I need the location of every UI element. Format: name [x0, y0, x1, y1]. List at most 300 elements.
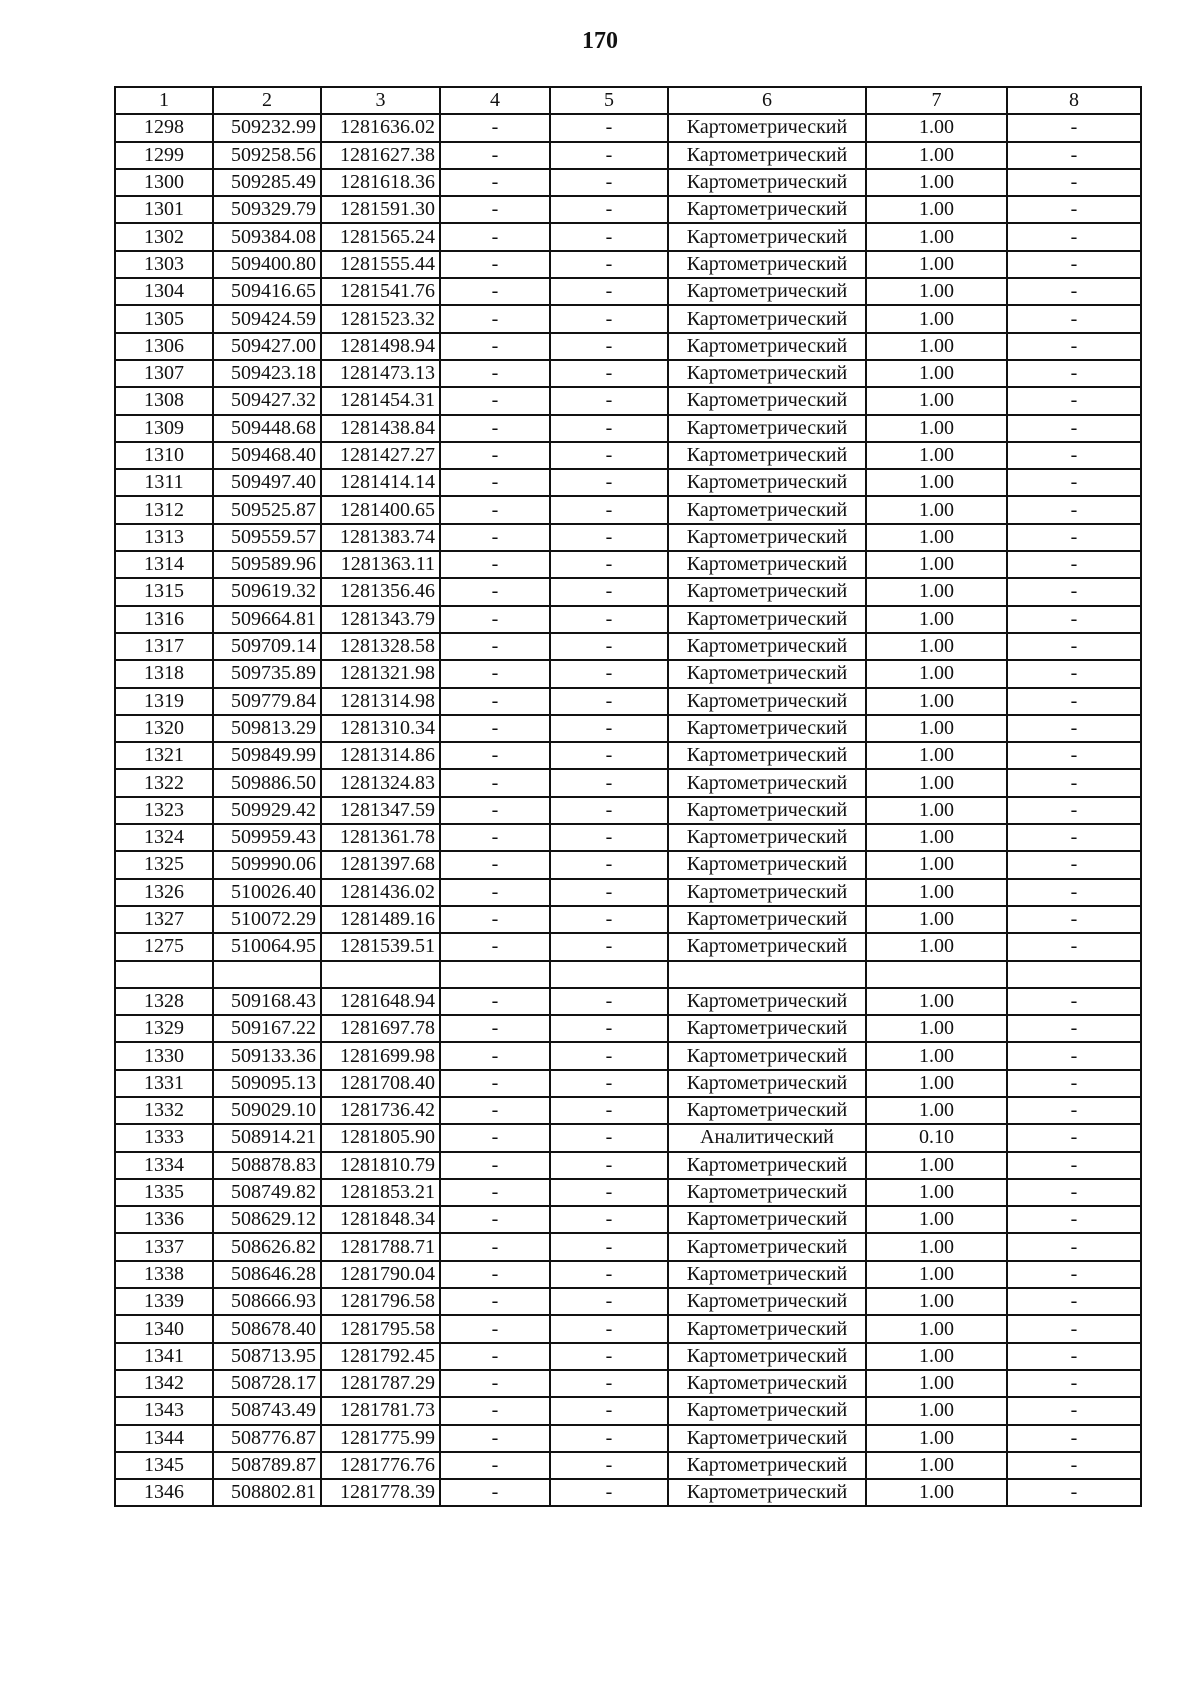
col-5-cell: -	[550, 1233, 668, 1260]
point-number-cell: 1316	[115, 606, 213, 633]
col-4-cell: -	[440, 1288, 550, 1315]
table-row	[115, 851, 1141, 878]
col-8-cell: -	[1007, 1233, 1141, 1260]
col-8-cell: -	[1007, 879, 1141, 906]
point-number-cell: 1321	[115, 742, 213, 769]
col-5-cell: -	[550, 578, 668, 605]
col-8-cell: -	[1007, 469, 1141, 496]
x-coordinate-cell: 509990.06	[213, 851, 321, 878]
point-number-cell: 1317	[115, 633, 213, 660]
accuracy-cell: 1.00	[866, 1425, 1007, 1452]
point-number-cell: 1342	[115, 1370, 213, 1397]
x-coordinate-cell: 509849.99	[213, 742, 321, 769]
table-row	[115, 223, 1141, 250]
col-4-cell: -	[440, 251, 550, 278]
x-coordinate-cell: 509168.43	[213, 988, 321, 1015]
x-coordinate-cell	[213, 961, 321, 988]
table-row	[115, 551, 1141, 578]
col-4-cell: -	[440, 1452, 550, 1479]
y-coordinate-cell: 1281414.14	[321, 469, 440, 496]
y-coordinate-cell: 1281792.45	[321, 1343, 440, 1370]
col-5-cell: -	[550, 1479, 668, 1506]
method-cell: Картометрический	[668, 797, 866, 824]
y-coordinate-cell: 1281555.44	[321, 251, 440, 278]
col-8-cell: -	[1007, 578, 1141, 605]
point-number-cell: 1343	[115, 1397, 213, 1424]
x-coordinate-cell: 509525.87	[213, 496, 321, 523]
accuracy-cell: 1.00	[866, 278, 1007, 305]
col-5-cell: -	[550, 551, 668, 578]
point-number-cell: 1345	[115, 1452, 213, 1479]
table-row	[115, 660, 1141, 687]
method-cell: Картометрический	[668, 742, 866, 769]
col-5-cell: -	[550, 660, 668, 687]
point-number-cell: 1310	[115, 442, 213, 469]
point-number-cell: 1318	[115, 660, 213, 687]
col-8-cell: -	[1007, 1070, 1141, 1097]
x-coordinate-cell: 509258.56	[213, 142, 321, 169]
method-cell: Картометрический	[668, 1370, 866, 1397]
accuracy-cell: 1.00	[866, 196, 1007, 223]
accuracy-cell: 1.00	[866, 824, 1007, 851]
x-coordinate-cell: 509664.81	[213, 606, 321, 633]
point-number-cell: 1314	[115, 551, 213, 578]
col-5-cell: -	[550, 1397, 668, 1424]
accuracy-cell: 1.00	[866, 933, 1007, 960]
x-coordinate-cell: 508878.83	[213, 1152, 321, 1179]
table-row	[115, 169, 1141, 196]
accuracy-cell: 1.00	[866, 1261, 1007, 1288]
col-8-cell: -	[1007, 496, 1141, 523]
col-8-cell: -	[1007, 1179, 1141, 1206]
y-coordinate-cell: 1281498.94	[321, 333, 440, 360]
y-coordinate-cell: 1281361.78	[321, 824, 440, 851]
col-8-cell: -	[1007, 797, 1141, 824]
col-4-cell: -	[440, 442, 550, 469]
point-number-cell: 1299	[115, 142, 213, 169]
method-cell: Картометрический	[668, 1315, 866, 1342]
y-coordinate-cell: 1281565.24	[321, 223, 440, 250]
table-row	[115, 1097, 1141, 1124]
point-number-cell: 1328	[115, 988, 213, 1015]
y-coordinate-cell: 1281776.76	[321, 1452, 440, 1479]
table-row	[115, 415, 1141, 442]
method-cell: Картометрический	[668, 1397, 866, 1424]
method-cell: Картометрический	[668, 1206, 866, 1233]
accuracy-cell: 1.00	[866, 1042, 1007, 1069]
point-number-cell: 1305	[115, 305, 213, 332]
point-number-cell: 1303	[115, 251, 213, 278]
accuracy-cell: 1.00	[866, 305, 1007, 332]
col-5-cell: -	[550, 1179, 668, 1206]
point-number-cell: 1325	[115, 851, 213, 878]
col-8-cell: -	[1007, 524, 1141, 551]
table-row	[115, 879, 1141, 906]
y-coordinate-cell: 1281321.98	[321, 660, 440, 687]
y-coordinate-cell: 1281489.16	[321, 906, 440, 933]
y-coordinate-cell: 1281848.34	[321, 1206, 440, 1233]
col-5-cell: -	[550, 114, 668, 141]
method-cell: Картометрический	[668, 387, 866, 414]
col-5-cell: -	[550, 1425, 668, 1452]
table-row	[115, 1315, 1141, 1342]
x-coordinate-cell: 509424.59	[213, 305, 321, 332]
col-4-cell: -	[440, 769, 550, 796]
point-number-cell: 1306	[115, 333, 213, 360]
x-coordinate-cell: 508743.49	[213, 1397, 321, 1424]
col-5-cell: -	[550, 1261, 668, 1288]
point-number-cell: 1301	[115, 196, 213, 223]
col-4-cell: -	[440, 688, 550, 715]
col-5-cell: -	[550, 797, 668, 824]
method-cell: Аналитический	[668, 1124, 866, 1151]
table-row	[115, 633, 1141, 660]
method-cell: Картометрический	[668, 988, 866, 1015]
point-number-cell: 1335	[115, 1179, 213, 1206]
point-number-cell: 1330	[115, 1042, 213, 1069]
column-header-5: 5	[550, 87, 668, 114]
col-8-cell: -	[1007, 1124, 1141, 1151]
col-8-cell: -	[1007, 196, 1141, 223]
col-5-cell: -	[550, 742, 668, 769]
col-5-cell: -	[550, 415, 668, 442]
table-row	[115, 1070, 1141, 1097]
col-4-cell: -	[440, 1315, 550, 1342]
y-coordinate-cell: 1281347.59	[321, 797, 440, 824]
col-5-cell: -	[550, 469, 668, 496]
col-4-cell: -	[440, 1425, 550, 1452]
col-5-cell: -	[550, 769, 668, 796]
method-cell: Картометрический	[668, 1015, 866, 1042]
col-8-cell: -	[1007, 1425, 1141, 1452]
col-8-cell: -	[1007, 933, 1141, 960]
x-coordinate-cell: 508646.28	[213, 1261, 321, 1288]
x-coordinate-cell: 509167.22	[213, 1015, 321, 1042]
col-8-cell: -	[1007, 633, 1141, 660]
col-4-cell: -	[440, 988, 550, 1015]
point-number-cell: 1315	[115, 578, 213, 605]
column-header-4: 4	[440, 87, 550, 114]
point-number-cell: 1312	[115, 496, 213, 523]
x-coordinate-cell: 509133.36	[213, 1042, 321, 1069]
col-5-cell: -	[550, 1097, 668, 1124]
table-row	[115, 1479, 1141, 1506]
point-number-cell: 1329	[115, 1015, 213, 1042]
col-8-cell: -	[1007, 169, 1141, 196]
col-5-cell: -	[550, 251, 668, 278]
method-cell: Картометрический	[668, 606, 866, 633]
col-5-cell: -	[550, 851, 668, 878]
y-coordinate-cell: 1281795.58	[321, 1315, 440, 1342]
col-8-cell: -	[1007, 1015, 1141, 1042]
table-row	[115, 196, 1141, 223]
y-coordinate-cell	[321, 961, 440, 988]
table-row	[115, 797, 1141, 824]
y-coordinate-cell: 1281781.73	[321, 1397, 440, 1424]
col-5-cell: -	[550, 1315, 668, 1342]
accuracy-cell: 1.00	[866, 578, 1007, 605]
col-5-cell: -	[550, 1206, 668, 1233]
col-5-cell: -	[550, 1042, 668, 1069]
accuracy-cell: 1.00	[866, 1206, 1007, 1233]
point-number-cell: 1302	[115, 223, 213, 250]
col-8-cell: -	[1007, 251, 1141, 278]
table-row	[115, 824, 1141, 851]
col-8-cell: -	[1007, 387, 1141, 414]
method-cell: Картометрический	[668, 169, 866, 196]
col-5-cell: -	[550, 278, 668, 305]
col-8-cell: -	[1007, 223, 1141, 250]
point-number-cell: 1339	[115, 1288, 213, 1315]
accuracy-cell: 1.00	[866, 1233, 1007, 1260]
accuracy-cell: 1.00	[866, 1343, 1007, 1370]
table-row	[115, 496, 1141, 523]
method-cell: Картометрический	[668, 824, 866, 851]
accuracy-cell	[866, 961, 1007, 988]
point-number-cell: 1340	[115, 1315, 213, 1342]
col-5-cell: -	[550, 196, 668, 223]
accuracy-cell: 1.00	[866, 769, 1007, 796]
column-header-8: 8	[1007, 87, 1141, 114]
method-cell: Картометрический	[668, 1452, 866, 1479]
y-coordinate-cell: 1281697.78	[321, 1015, 440, 1042]
table-header-row	[115, 87, 1141, 114]
x-coordinate-cell: 508776.87	[213, 1425, 321, 1452]
col-5-cell: -	[550, 906, 668, 933]
col-4-cell: -	[440, 797, 550, 824]
col-5-cell: -	[550, 387, 668, 414]
col-5-cell: -	[550, 933, 668, 960]
table-row	[115, 1015, 1141, 1042]
table-row	[115, 1425, 1141, 1452]
point-number-cell: 1300	[115, 169, 213, 196]
col-4-cell: -	[440, 469, 550, 496]
x-coordinate-cell: 509285.49	[213, 169, 321, 196]
col-8-cell: -	[1007, 769, 1141, 796]
method-cell: Картометрический	[668, 223, 866, 250]
method-cell: Картометрический	[668, 278, 866, 305]
accuracy-cell: 1.00	[866, 879, 1007, 906]
x-coordinate-cell: 509559.57	[213, 524, 321, 551]
x-coordinate-cell: 509427.00	[213, 333, 321, 360]
accuracy-cell: 1.00	[866, 333, 1007, 360]
accuracy-cell: 0.10	[866, 1124, 1007, 1151]
col-5-cell: -	[550, 988, 668, 1015]
accuracy-cell: 1.00	[866, 114, 1007, 141]
y-coordinate-cell: 1281708.40	[321, 1070, 440, 1097]
point-number-cell: 1309	[115, 415, 213, 442]
y-coordinate-cell: 1281400.65	[321, 496, 440, 523]
point-number-cell: 1338	[115, 1261, 213, 1288]
accuracy-cell: 1.00	[866, 1452, 1007, 1479]
x-coordinate-cell: 509497.40	[213, 469, 321, 496]
method-cell: Картометрический	[668, 551, 866, 578]
method-cell: Картометрический	[668, 633, 866, 660]
y-coordinate-cell: 1281591.30	[321, 196, 440, 223]
method-cell: Картометрический	[668, 1479, 866, 1506]
table-row	[115, 387, 1141, 414]
method-cell: Картометрический	[668, 333, 866, 360]
accuracy-cell: 1.00	[866, 988, 1007, 1015]
accuracy-cell: 1.00	[866, 387, 1007, 414]
table-row	[115, 1397, 1141, 1424]
point-number-cell: 1298	[115, 114, 213, 141]
col-5-cell: -	[550, 496, 668, 523]
y-coordinate-cell: 1281736.42	[321, 1097, 440, 1124]
accuracy-cell: 1.00	[866, 1479, 1007, 1506]
point-number-cell: 1327	[115, 906, 213, 933]
col-4-cell: -	[440, 933, 550, 960]
accuracy-cell: 1.00	[866, 251, 1007, 278]
point-number-cell: 1320	[115, 715, 213, 742]
table-row	[115, 961, 1141, 988]
method-cell: Картометрический	[668, 1097, 866, 1124]
col-4-cell: -	[440, 1124, 550, 1151]
col-8-cell: -	[1007, 906, 1141, 933]
x-coordinate-cell: 509929.42	[213, 797, 321, 824]
col-8-cell: -	[1007, 1152, 1141, 1179]
x-coordinate-cell: 509709.14	[213, 633, 321, 660]
x-coordinate-cell: 509959.43	[213, 824, 321, 851]
method-cell: Картометрический	[668, 688, 866, 715]
method-cell: Картометрический	[668, 715, 866, 742]
col-4-cell: -	[440, 1479, 550, 1506]
table-row	[115, 1288, 1141, 1315]
accuracy-cell: 1.00	[866, 524, 1007, 551]
col-5-cell	[550, 961, 668, 988]
point-number-cell: 1308	[115, 387, 213, 414]
x-coordinate-cell: 509468.40	[213, 442, 321, 469]
method-cell: Картометрический	[668, 524, 866, 551]
accuracy-cell: 1.00	[866, 360, 1007, 387]
method-cell: Картометрический	[668, 933, 866, 960]
x-coordinate-cell: 508629.12	[213, 1206, 321, 1233]
accuracy-cell: 1.00	[866, 715, 1007, 742]
table-row	[115, 1042, 1141, 1069]
col-4-cell: -	[440, 879, 550, 906]
point-number-cell: 1331	[115, 1070, 213, 1097]
table-row	[115, 742, 1141, 769]
col-8-cell: -	[1007, 333, 1141, 360]
point-number-cell: 1304	[115, 278, 213, 305]
point-number-cell: 1313	[115, 524, 213, 551]
y-coordinate-cell: 1281314.98	[321, 688, 440, 715]
x-coordinate-cell: 509619.32	[213, 578, 321, 605]
y-coordinate-cell: 1281454.31	[321, 387, 440, 414]
accuracy-cell: 1.00	[866, 442, 1007, 469]
col-5-cell: -	[550, 142, 668, 169]
col-5-cell: -	[550, 1070, 668, 1097]
point-number-cell: 1333	[115, 1124, 213, 1151]
col-4-cell: -	[440, 1042, 550, 1069]
point-number-cell: 1334	[115, 1152, 213, 1179]
col-5-cell: -	[550, 879, 668, 906]
y-coordinate-cell: 1281310.34	[321, 715, 440, 742]
table-row	[115, 142, 1141, 169]
method-cell: Картометрический	[668, 879, 866, 906]
table-row	[115, 769, 1141, 796]
x-coordinate-cell: 509813.29	[213, 715, 321, 742]
column-header-7: 7	[866, 87, 1007, 114]
x-coordinate-cell: 510072.29	[213, 906, 321, 933]
accuracy-cell: 1.00	[866, 906, 1007, 933]
method-cell: Картометрический	[668, 1288, 866, 1315]
point-number-cell: 1344	[115, 1425, 213, 1452]
col-4-cell: -	[440, 578, 550, 605]
x-coordinate-cell: 508749.82	[213, 1179, 321, 1206]
col-8-cell: -	[1007, 1315, 1141, 1342]
method-cell: Картометрический	[668, 305, 866, 332]
accuracy-cell: 1.00	[866, 851, 1007, 878]
col-4-cell: -	[440, 1206, 550, 1233]
coordinates-table	[114, 86, 1142, 1507]
table-row	[115, 1206, 1141, 1233]
col-5-cell: -	[550, 524, 668, 551]
method-cell: Картометрический	[668, 469, 866, 496]
y-coordinate-cell: 1281796.58	[321, 1288, 440, 1315]
table-row	[115, 1152, 1141, 1179]
point-number-cell	[115, 961, 213, 988]
col-4-cell: -	[440, 114, 550, 141]
col-5-cell: -	[550, 1152, 668, 1179]
x-coordinate-cell: 509329.79	[213, 196, 321, 223]
point-number-cell: 1307	[115, 360, 213, 387]
page-number: 170	[582, 28, 618, 54]
method-cell: Картометрический	[668, 196, 866, 223]
col-5-cell: -	[550, 442, 668, 469]
accuracy-cell: 1.00	[866, 1152, 1007, 1179]
col-8-cell: -	[1007, 1261, 1141, 1288]
table-row	[115, 688, 1141, 715]
col-8-cell: -	[1007, 1343, 1141, 1370]
col-4-cell: -	[440, 1015, 550, 1042]
col-4-cell: -	[440, 606, 550, 633]
col-5-cell: -	[550, 1370, 668, 1397]
table-row	[115, 251, 1141, 278]
y-coordinate-cell: 1281541.76	[321, 278, 440, 305]
x-coordinate-cell: 509886.50	[213, 769, 321, 796]
y-coordinate-cell: 1281648.94	[321, 988, 440, 1015]
x-coordinate-cell: 508789.87	[213, 1452, 321, 1479]
x-coordinate-cell: 509400.80	[213, 251, 321, 278]
point-number-cell: 1346	[115, 1479, 213, 1506]
table-row	[115, 1179, 1141, 1206]
col-4-cell: -	[440, 1179, 550, 1206]
y-coordinate-cell: 1281788.71	[321, 1233, 440, 1260]
table-row	[115, 988, 1141, 1015]
accuracy-cell: 1.00	[866, 633, 1007, 660]
col-8-cell: -	[1007, 114, 1141, 141]
col-8-cell: -	[1007, 1097, 1141, 1124]
table-row	[115, 442, 1141, 469]
col-8-cell: -	[1007, 551, 1141, 578]
y-coordinate-cell: 1281356.46	[321, 578, 440, 605]
y-coordinate-cell: 1281539.51	[321, 933, 440, 960]
col-4-cell: -	[440, 169, 550, 196]
y-coordinate-cell: 1281328.58	[321, 633, 440, 660]
table-row	[115, 114, 1141, 141]
y-coordinate-cell: 1281314.86	[321, 742, 440, 769]
method-cell: Картометрический	[668, 251, 866, 278]
col-5-cell: -	[550, 1452, 668, 1479]
x-coordinate-cell: 509232.99	[213, 114, 321, 141]
x-coordinate-cell: 509735.89	[213, 660, 321, 687]
method-cell	[668, 961, 866, 988]
method-cell: Картометрический	[668, 142, 866, 169]
x-coordinate-cell: 508728.17	[213, 1370, 321, 1397]
col-4-cell: -	[440, 824, 550, 851]
method-cell: Картометрический	[668, 1042, 866, 1069]
